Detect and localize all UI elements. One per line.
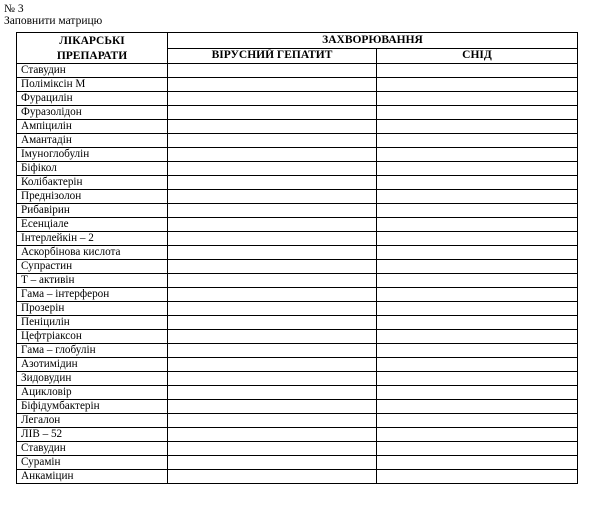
drug-name-cell: Т – активін xyxy=(17,274,168,288)
table-row xyxy=(17,106,578,120)
hepatitis-answer-cell[interactable] xyxy=(168,358,377,372)
drug-name-cell: Есенціале xyxy=(17,218,168,232)
aids-answer-cell[interactable] xyxy=(377,456,578,470)
aids-answer-cell[interactable] xyxy=(377,92,578,106)
hepatitis-answer-cell[interactable] xyxy=(168,274,377,288)
table-row xyxy=(17,316,578,330)
table-row xyxy=(17,414,578,428)
drug-name-cell: Імуноглобулін xyxy=(17,148,168,162)
aids-answer-cell[interactable] xyxy=(377,288,578,302)
drug-name-cell: Ставудин xyxy=(17,64,168,78)
hepatitis-answer-cell[interactable] xyxy=(168,400,377,414)
drugs-header-line1: ЛІКАРСЬКІ xyxy=(59,35,125,47)
drug-name-cell: Легалон xyxy=(17,414,168,428)
drug-name-cell: Рибавірин xyxy=(17,204,168,218)
table-row xyxy=(17,176,578,190)
aids-answer-cell[interactable] xyxy=(377,274,578,288)
drug-name-cell: Гама – глобулін xyxy=(17,344,168,358)
drug-disease-matrix xyxy=(16,32,578,484)
drug-name-cell: ЛІВ – 52 xyxy=(17,428,168,442)
drug-name-cell: Азотимідин xyxy=(17,358,168,372)
aids-answer-cell[interactable] xyxy=(377,218,578,232)
matrix-body xyxy=(17,64,578,484)
aids-answer-cell[interactable] xyxy=(377,330,578,344)
aids-answer-cell[interactable] xyxy=(377,162,578,176)
hepatitis-answer-cell[interactable] xyxy=(168,64,377,78)
table-row xyxy=(17,246,578,260)
drug-name-cell: Цефтріаксон xyxy=(17,330,168,344)
aids-answer-cell[interactable] xyxy=(377,302,578,316)
drug-name-cell: Ацикловір xyxy=(17,386,168,400)
aids-answer-cell[interactable] xyxy=(377,176,578,190)
hepatitis-answer-cell[interactable] xyxy=(168,344,377,358)
table-row xyxy=(17,190,578,204)
drug-name-cell: Зидовудин xyxy=(17,372,168,386)
table-row xyxy=(17,120,578,134)
drug-name-cell: Сурамін xyxy=(17,456,168,470)
aids-answer-cell[interactable] xyxy=(377,316,578,330)
aids-answer-cell[interactable] xyxy=(377,260,578,274)
aids-answer-cell[interactable] xyxy=(377,414,578,428)
table-row xyxy=(17,162,578,176)
aids-answer-cell[interactable] xyxy=(377,120,578,134)
hepatitis-answer-cell[interactable] xyxy=(168,92,377,106)
table-row xyxy=(17,288,578,302)
hepatitis-answer-cell[interactable] xyxy=(168,386,377,400)
drug-name-cell: Ампіцилін xyxy=(17,120,168,134)
drug-name-cell: Фуразолідон xyxy=(17,106,168,120)
drug-name-cell: Колібактерін xyxy=(17,176,168,190)
aids-answer-cell[interactable] xyxy=(377,78,578,92)
aids-answer-cell[interactable] xyxy=(377,64,578,78)
table-row xyxy=(17,134,578,148)
drug-name-cell: Преднізолон xyxy=(17,190,168,204)
aids-answer-cell[interactable] xyxy=(377,470,578,484)
table-row xyxy=(17,260,578,274)
hepatitis-answer-cell[interactable] xyxy=(168,302,377,316)
aids-answer-cell[interactable] xyxy=(377,148,578,162)
table-row xyxy=(17,274,578,288)
drug-name-cell: Біфікол xyxy=(17,162,168,176)
table-row xyxy=(17,64,578,78)
table-row xyxy=(17,344,578,358)
aids-answer-cell[interactable] xyxy=(377,106,578,120)
aids-answer-cell[interactable] xyxy=(377,246,578,260)
hepatitis-answer-cell[interactable] xyxy=(168,442,377,456)
table-row xyxy=(17,442,578,456)
drug-name-cell: Прозерін xyxy=(17,302,168,316)
hepatitis-answer-cell[interactable] xyxy=(168,190,377,204)
hepatitis-answer-cell[interactable] xyxy=(168,176,377,190)
aids-answer-cell[interactable] xyxy=(377,428,578,442)
hepatitis-answer-cell[interactable] xyxy=(168,414,377,428)
hepatitis-answer-cell[interactable] xyxy=(168,162,377,176)
table-row xyxy=(17,358,578,372)
hepatitis-answer-cell[interactable] xyxy=(168,78,377,92)
table-row xyxy=(17,78,578,92)
drug-name-cell: Ставудин xyxy=(17,442,168,456)
table-row xyxy=(17,470,578,484)
hepatitis-answer-cell[interactable] xyxy=(168,470,377,484)
aids-answer-cell[interactable] xyxy=(377,400,578,414)
aids-answer-cell[interactable] xyxy=(377,190,578,204)
table-row xyxy=(17,204,578,218)
aids-answer-cell[interactable] xyxy=(377,358,578,372)
drug-name-cell: Анкаміцин xyxy=(17,470,168,484)
hepatitis-answer-cell[interactable] xyxy=(168,330,377,344)
aids-answer-cell[interactable] xyxy=(377,232,578,246)
hepatitis-answer-cell[interactable] xyxy=(168,260,377,274)
table-row xyxy=(17,330,578,344)
drug-name-cell: Фурацилін xyxy=(17,92,168,106)
aids-answer-cell[interactable] xyxy=(377,344,578,358)
table-row xyxy=(17,148,578,162)
drugs-column-header xyxy=(17,33,168,64)
hepatitis-answer-cell[interactable] xyxy=(168,288,377,302)
hepatitis-answer-cell[interactable] xyxy=(168,120,377,134)
hepatitis-answer-cell[interactable] xyxy=(168,134,377,148)
drug-name-cell: Гама – інтерферон xyxy=(17,288,168,302)
table-row xyxy=(17,372,578,386)
diseases-group-header: ЗАХВОРЮВАННЯ xyxy=(168,33,578,49)
aids-answer-cell[interactable] xyxy=(377,442,578,456)
drug-name-cell: Біфідумбактерін xyxy=(17,400,168,414)
aids-column-header: СНІД xyxy=(377,48,578,64)
drug-name-cell: Супрастин xyxy=(17,260,168,274)
drugs-header-line2: ПРЕПАРАТИ xyxy=(56,49,128,62)
table-row xyxy=(17,428,578,442)
aids-answer-cell[interactable] xyxy=(377,386,578,400)
drug-name-cell: Аскорбінова кислота xyxy=(17,246,168,260)
task-number: № 3 xyxy=(4,3,24,15)
instruction-text: Заповнити матрицю xyxy=(4,15,103,27)
aids-answer-cell[interactable] xyxy=(377,372,578,386)
hepatitis-answer-cell[interactable] xyxy=(168,246,377,260)
drug-name-cell: Поліміксін М xyxy=(17,78,168,92)
hepatitis-answer-cell[interactable] xyxy=(168,316,377,330)
hepatitis-answer-cell[interactable] xyxy=(168,372,377,386)
hepatitis-answer-cell[interactable] xyxy=(168,148,377,162)
hepatitis-column-header: ВІРУСНИЙ ГЕПАТИТ xyxy=(168,48,377,64)
hepatitis-answer-cell[interactable] xyxy=(168,428,377,442)
aids-answer-cell[interactable] xyxy=(377,134,578,148)
hepatitis-answer-cell[interactable] xyxy=(168,204,377,218)
table-row xyxy=(17,302,578,316)
drug-name-cell: Інтерлейкін – 2 xyxy=(17,232,168,246)
hepatitis-answer-cell[interactable] xyxy=(168,232,377,246)
aids-answer-cell[interactable] xyxy=(377,204,578,218)
drug-name-cell: Амантадін xyxy=(17,134,168,148)
hepatitis-answer-cell[interactable] xyxy=(168,218,377,232)
table-row xyxy=(17,232,578,246)
hepatitis-answer-cell[interactable] xyxy=(168,456,377,470)
hepatitis-answer-cell[interactable] xyxy=(168,106,377,120)
table-row xyxy=(17,218,578,232)
table-row xyxy=(17,386,578,400)
drug-name-cell: Пеніцилін xyxy=(17,316,168,330)
table-row xyxy=(17,92,578,106)
table-row xyxy=(17,456,578,470)
table-row xyxy=(17,400,578,414)
